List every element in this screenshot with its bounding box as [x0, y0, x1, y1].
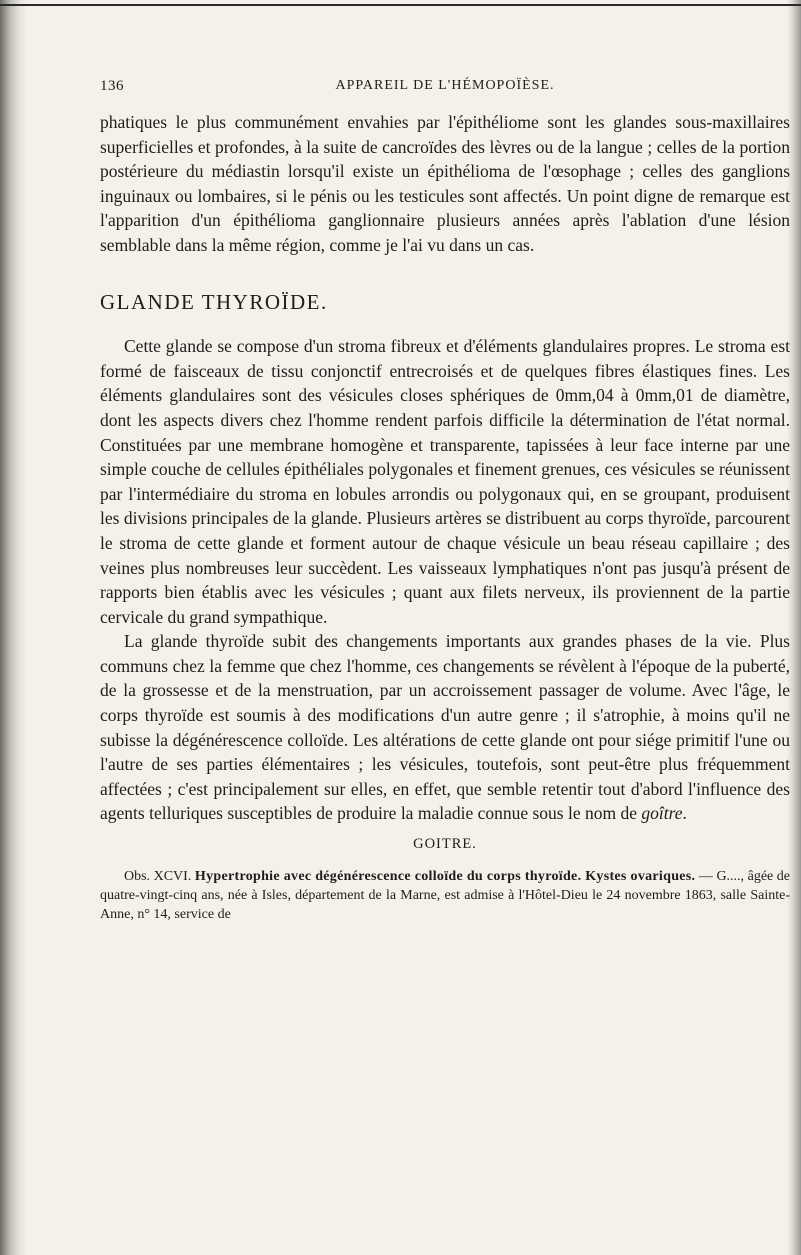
observation-paragraph: [100, 867, 790, 924]
observation-label: Obs. XCVI.: [124, 868, 192, 884]
page-header: [100, 78, 790, 104]
observation-text: — G...., âgée de quatre-vingt-cinq ans, née à Isles, département de la Marne, est admise à l'Hôtel-Dieu le 24 novembre 1863, salle Sainte-Anne, n° 14, service de: [100, 868, 791, 922]
observation-title: Hypertrophie avec dégénérescence colloïde du corps thyroïde. Kystes ovariques.: [194, 868, 696, 884]
paragraph-3-end: .: [682, 803, 687, 824]
paragraph-1: phatiques le plus communément envahies par l'épithéliome sont les glandes sous-maxillaires superficielles et profondes, à la suite de cancroïdes des lèvres ou de la langue ; celles de la portion postérieure du médiastin lorsqu'il existe un épithélioma de l'œsophage ; celles des ganglions inguinaux ou lombaires, si le pénis ou les testicules sont affectés. Un point digne de remarque est l'apparition d'un épithélioma ganglionnaire plusieurs années après l'ablation d'une lésion semblable dans la même région, comme je l'ai vu dans un cas.: [100, 112, 790, 255]
top-rule: [0, 4, 801, 6]
page-left-shadow: [0, 0, 28, 1255]
subheading-goitre: GOITRE.: [413, 836, 477, 853]
body-text: [100, 110, 790, 924]
paragraph-3-text: La glande thyroïde subit des changements importants aux grandes phases de la vie. Plus communs chez la femme que chez l'homme, ces changements se révèlent à l'époque de la puberté, de la grossesse et de la menstruation, par un accroissement passager de volume. Avec l'âge, le corps thyroïde est soumis à des modifications d'un autre genre ; il s'atrophie, à moins qu'il ne subisse la dégénérescence colloïde. Les altérations de cette glande ont pour siége primitif l'une ou l'autre de ses parties élémentaires ; les vésicules, toutefois, sont peut-être plus fréquemment affectées ; c'est principalement sur elles, en effet, que semble retentir tout d'abord l'influence des agents telluriques susceptibles de produire la maladie connue sous le nom de: [100, 631, 790, 824]
running-title: APPAREIL DE L'HÉMOPOÏÈSE.: [335, 78, 555, 93]
page-number: 136: [100, 78, 124, 94]
paragraph-2: Cette glande se compose d'un stroma fibreux et d'éléments glandulaires propres. Le stroma est formé de faisceaux de tissu conjonctif entrecroisés et de quelques fibres élastiques fines. Les éléments glandulaires sont des vésicules closes sphériques de 0mm,04 à 0mm,01 de diamètre, dont les aspects divers chez l'homme rendent parfois difficile la détermination de l'état normal. Constituées par une membrane homogène et transparente, tapissées à leur face interne par une simple couche de cellules épithéliales polygonales et finement grenues, ces vésicules se réunissent par l'intermédiaire du stroma en lobules arrondis ou polygonaux qui, en se groupant, produisent les divisions principales de la glande. Plusieurs artères se distribuent au corps thyroïde, parcourent le stroma de cette glande et forment autour de chaque vésicule un beau réseau capillaire ; des veines plus nombreuses leur succèdent. Les vaisseaux lymphatiques n'ont pas jusqu'à présent de rapports bien établis avec les vésicules ; quant aux filets nerveux, ils proviennent de la partie cervicale du grand sympathique.: [100, 336, 790, 627]
goitre-term: goître: [641, 803, 683, 824]
paragraph-3: [100, 629, 790, 826]
section-title: GLANDE THYROÏDE.: [100, 289, 328, 314]
